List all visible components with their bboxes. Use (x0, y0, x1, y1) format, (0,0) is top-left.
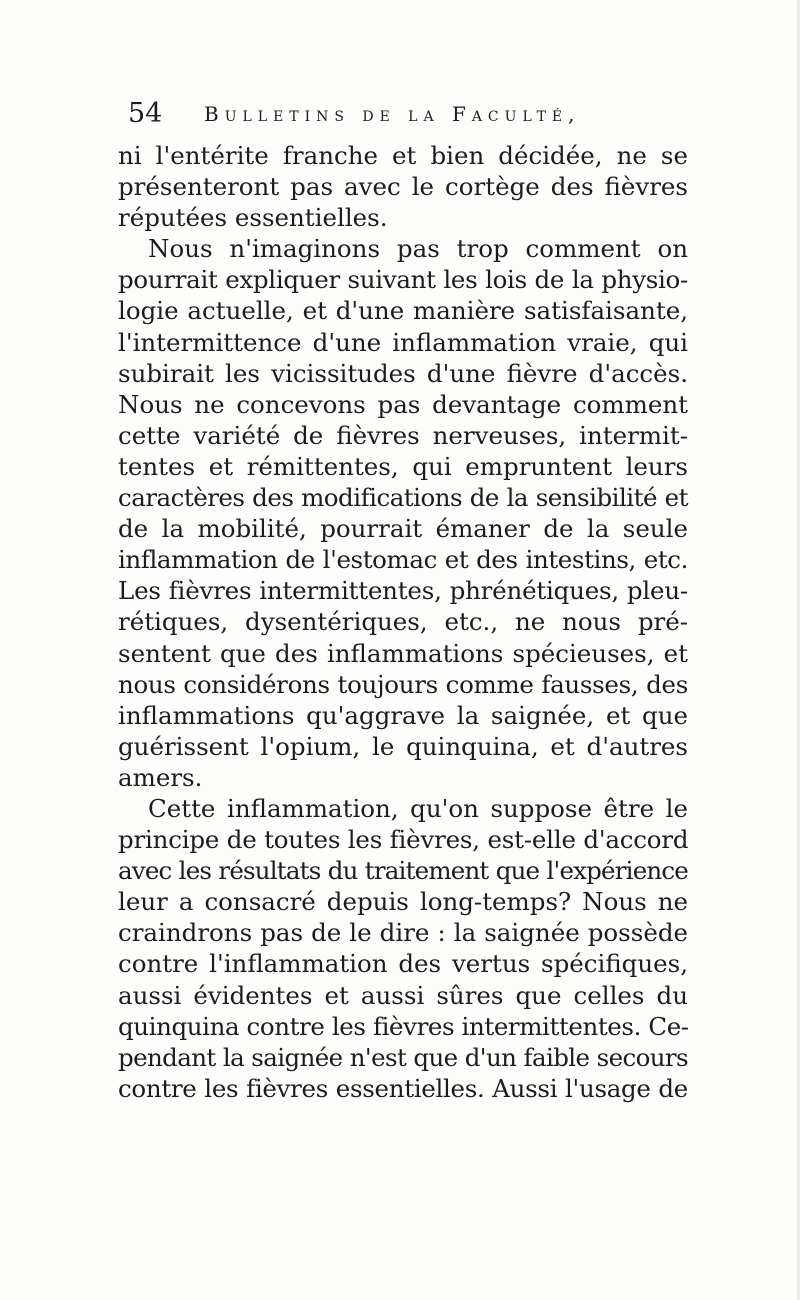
text-line: rétiques, dysentériques, etc., ne nous pré- (118, 607, 688, 637)
running-title: Bulletins de la Faculté, (204, 102, 581, 126)
text-line: réputées essentielles. (118, 203, 388, 233)
text-line: contre les fièvres essentielles. Aussi l'usage de (118, 1073, 688, 1103)
text-line: caractères des modifications de la sensibilité et (118, 483, 688, 513)
text-line: pourrait expliquer suivant les lois de la physio- (118, 265, 688, 295)
text-line: contre l'inflammation des vertus spécifiques, (118, 949, 688, 979)
page-number: 54 (128, 98, 163, 129)
text-line: logie actuelle, et d'une manière satisfaisante, (118, 296, 688, 326)
body-text (118, 140, 688, 1104)
text-line: amers. (118, 762, 203, 792)
text-line: guérissent l'opium, le quinquina, et d'autres (118, 731, 688, 761)
text-line: inflammation de l'estomac et des intestins, etc. (118, 545, 688, 575)
text-line: nous considérons toujours comme fausses, des (118, 669, 688, 699)
text-line: Nous ne concevons pas devantage comment (118, 389, 688, 419)
text-line: tentes et rémittentes, qui empruntent leurs (118, 451, 688, 481)
text-line: principe de toutes les fièvres, est-elle d'accord (118, 825, 689, 855)
text-line: pendant la saignée n'est que d'un faible secours (118, 1042, 689, 1072)
text-line: aussi évidentes et aussi sûres que celles du (118, 980, 688, 1010)
text-line: cette variété de fièvres nerveuses, intermit- (118, 420, 688, 450)
text-line: leur a consacré depuis long-temps? Nous ne (118, 887, 688, 917)
text-line: inflammations qu'aggrave la saignée, et que (118, 700, 688, 730)
running-head (128, 98, 688, 138)
text-line: présenteront pas avec le cortège des fièvres (118, 172, 688, 202)
text-line: subirait les vicissitudes d'une fièvre d'accès. (118, 358, 688, 388)
text-line: sentent que des inflammations spécieuses, et (118, 638, 688, 668)
text-line: ni l'entérite franche et bien décidée, ne se (118, 141, 688, 170)
text-line: avec les résultats du traitement que l'expérience (118, 856, 688, 886)
text-line: quinquina contre les fièvres intermittentes. Ce- (118, 1011, 689, 1041)
paragraph-start-line: Nous n'imaginons pas trop comment on (148, 234, 688, 264)
paragraph-start-line: Cette inflammation, qu'on suppose être le (148, 793, 688, 823)
text-line: de la mobilité, pourrait émaner de la seule (118, 514, 688, 544)
text-line: l'intermittence d'une inflammation vraie, qui (118, 327, 688, 357)
text-line: craindrons pas de le dire : la saignée possède (118, 918, 688, 948)
text-line: Les fièvres intermittentes, phrénétiques, pleu- (118, 576, 688, 606)
